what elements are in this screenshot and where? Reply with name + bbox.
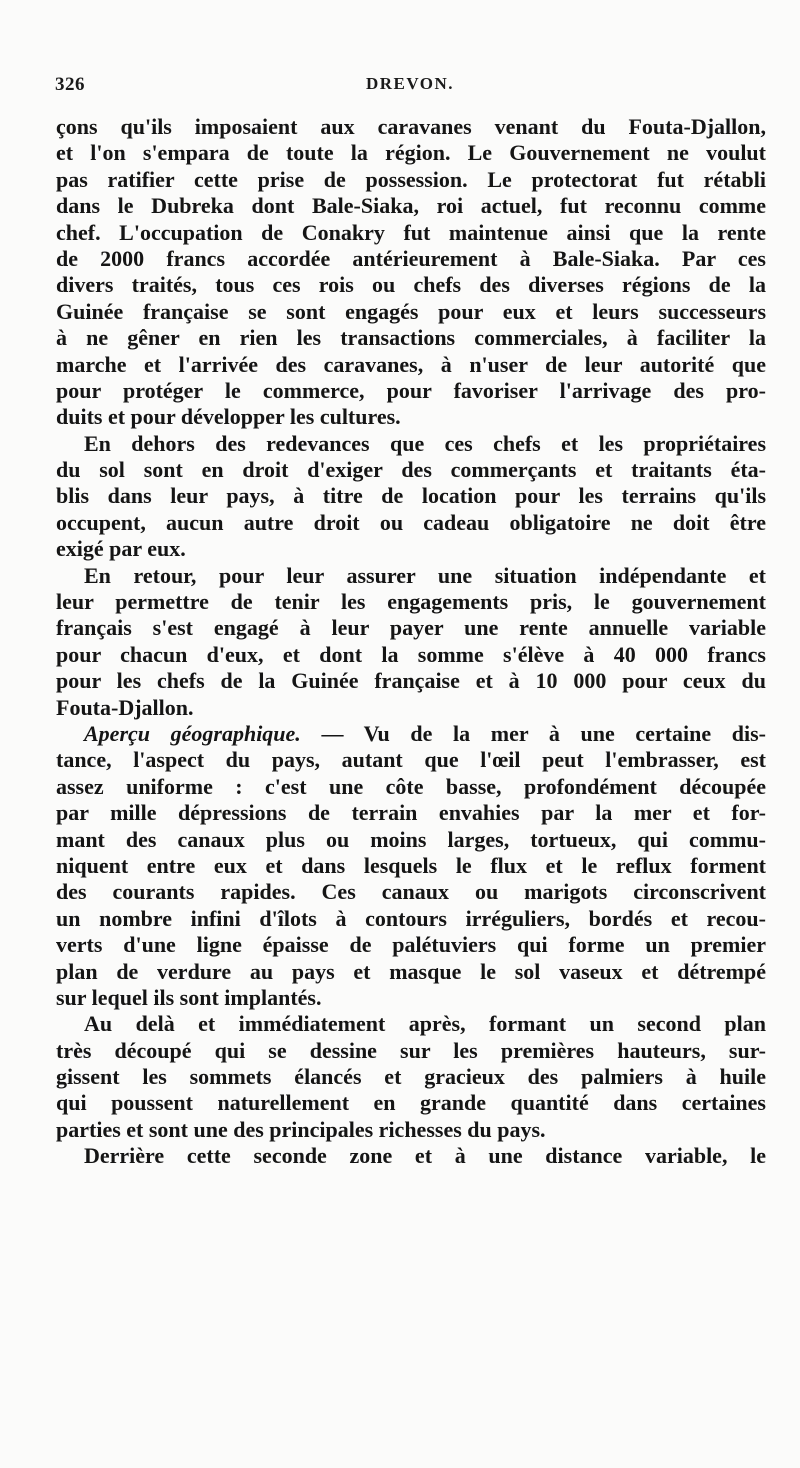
text-line: pour protéger le commerce, pour favoriser l'arrivage des pro- bbox=[56, 377, 766, 403]
text-line: Fouta-Djallon. bbox=[56, 694, 194, 720]
text-line: exigé par eux. bbox=[56, 536, 186, 562]
page-header bbox=[55, 74, 765, 104]
text-line: Au delà et immédiatement après, formant un second plan bbox=[84, 1011, 766, 1037]
text-line: tance, l'aspect du pays, autant que l'œil peut l'embrasser, est bbox=[56, 747, 766, 773]
text-line: un nombre infini d'îlots à contours irréguliers, bordés et recou- bbox=[56, 905, 766, 931]
paragraph bbox=[56, 431, 766, 563]
body-text bbox=[56, 114, 766, 1170]
text-line: sur lequel ils sont implantés. bbox=[56, 984, 322, 1010]
text-line: niquent entre eux et dans lesquels le flux et le reflux forment bbox=[56, 852, 766, 878]
paragraph bbox=[56, 1143, 766, 1169]
paragraph bbox=[56, 114, 766, 431]
text-line: français s'est engagé à leur payer une rente annuelle variable bbox=[56, 615, 766, 641]
text-line: gissent les sommets élancés et gracieux des palmiers à huile bbox=[56, 1064, 766, 1090]
section-heading: Aperçu géographique. bbox=[84, 720, 301, 746]
text-line: pas ratifier cette prise de possession. Le protectorat fut rétabli bbox=[56, 166, 766, 192]
text-line: et l'on s'empara de toute la région. Le Gouvernement ne voulut bbox=[56, 140, 766, 166]
text-line: pour les chefs de la Guinée française et à 10 000 pour ceux du bbox=[56, 668, 766, 694]
text-line: En retour, pour leur assurer une situation indépendante et bbox=[84, 562, 766, 588]
text-line: Guinée française se sont engagés pour eux et leurs successeurs bbox=[56, 298, 766, 324]
text-line: verts d'une ligne épaisse de palétuviers qui forme un premier bbox=[56, 932, 766, 958]
text-line: qui poussent naturellement en grande quantité dans certaines bbox=[56, 1090, 766, 1116]
text-line: Derrière cette seconde zone et à une distance variable, le bbox=[84, 1143, 766, 1169]
text-line: de 2000 francs accordée antérieurement à Bale-Siaka. Par ces bbox=[56, 245, 766, 271]
text-line: des courants rapides. Ces canaux ou marigots circonscrivent bbox=[56, 879, 766, 905]
running-head: DREVON. bbox=[365, 74, 455, 93]
text-line: très découpé qui se dessine sur les premières hauteurs, sur- bbox=[56, 1037, 766, 1063]
text-line: parties et sont une des principales richesses du pays. bbox=[56, 1116, 546, 1142]
text-line bbox=[56, 721, 766, 747]
text-line: du sol sont en droit d'exiger des commerçants et traitants éta- bbox=[56, 457, 766, 483]
text-line: blis dans leur pays, à titre de location pour les terrains qu'ils bbox=[56, 483, 766, 509]
text-line: marche et l'arrivée des caravanes, à n'user de leur autorité que bbox=[56, 351, 766, 377]
text-line: En dehors des redevances que ces chefs et les propriétaires bbox=[84, 430, 766, 456]
paragraph bbox=[56, 1011, 766, 1143]
text-line: à ne gêner en rien les transactions commerciales, à faciliter la bbox=[56, 325, 766, 351]
heading-continuation: — Vu de la mer à une certaine dis- bbox=[300, 720, 766, 746]
text-line: chef. L'occupation de Conakry fut maintenue ainsi que la rente bbox=[56, 219, 766, 245]
text-line: divers traités, tous ces rois ou chefs des diverses régions de la bbox=[56, 272, 766, 298]
text-line: par mille dépressions de terrain envahies par la mer et for- bbox=[56, 800, 766, 826]
text-line: leur permettre de tenir les engagements pris, le gouvernement bbox=[56, 589, 766, 615]
paragraph bbox=[56, 563, 766, 721]
page-number: 326 bbox=[55, 74, 85, 95]
text-line: duits et pour développer les cultures. bbox=[56, 404, 401, 430]
text-line: mant des canaux plus ou moins larges, tortueux, qui commu- bbox=[56, 826, 766, 852]
text-line: çons qu'ils imposaient aux caravanes venant du Fouta-Djallon, bbox=[56, 114, 766, 139]
text-line: assez uniforme : c'est une côte basse, profondément découpée bbox=[56, 773, 766, 799]
text-line: dans le Dubreka dont Bale-Siaka, roi actuel, fut reconnu comme bbox=[56, 193, 766, 219]
text-line: occupent, aucun autre droit ou cadeau obligatoire ne doit être bbox=[56, 509, 766, 535]
paragraph bbox=[56, 721, 766, 1011]
text-line: plan de verdure au pays et masque le sol vaseux et détrempé bbox=[56, 958, 766, 984]
text-line: pour chacun d'eux, et dont la somme s'élève à 40 000 francs bbox=[56, 641, 766, 667]
